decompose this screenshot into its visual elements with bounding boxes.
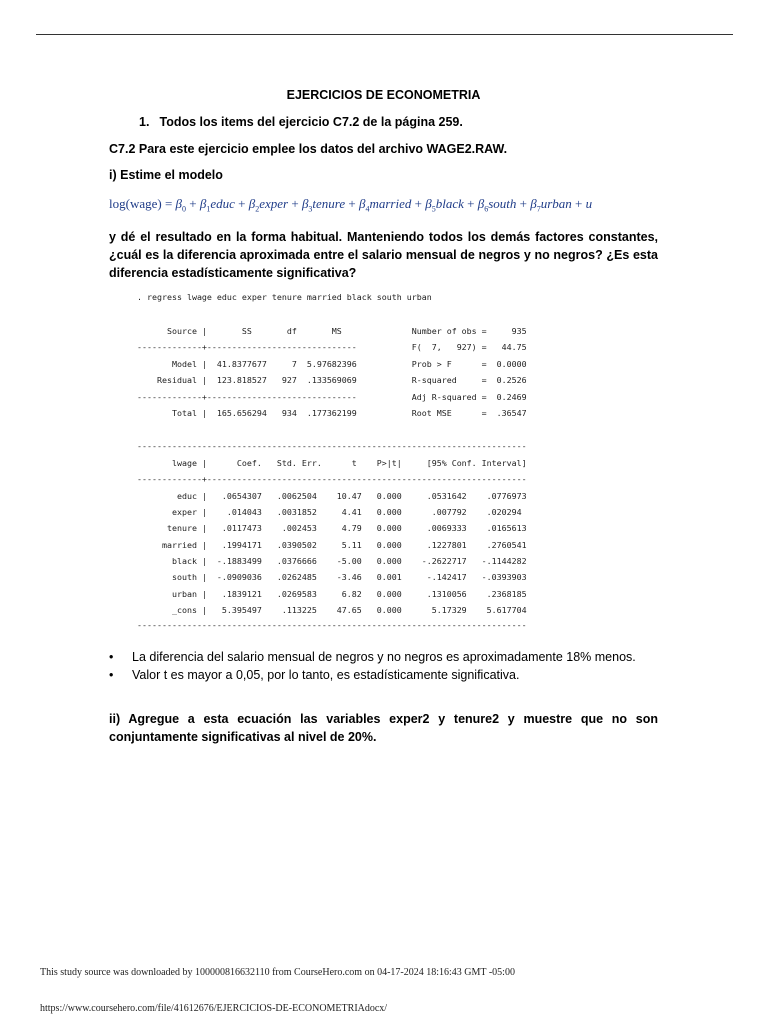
beta-symbol: β: [359, 196, 366, 211]
bullet-text: Valor t es mayor a 0,05, por lo tanto, es estadísticamente significativa.: [132, 668, 520, 682]
coef-table-top-rule: ------------------------------------------------------------------------------: [137, 441, 527, 451]
coef-row: urban | .1839121 .0269583 6.82 0.000 .1310056 .2368185: [137, 589, 527, 599]
beta-subscript: 0: [182, 204, 187, 214]
beta-subscript: 6: [484, 204, 489, 214]
item-1-number: 1.: [139, 115, 150, 129]
anova-residual-row: Residual | 123.818527 927 .133569069 R-squared = 0.2526: [137, 375, 527, 385]
coef-row: married | .1994171 .0390502 5.11 0.000 .1227801 .2760541: [137, 540, 527, 550]
beta-symbol: β: [199, 196, 207, 211]
plus-sign: +: [571, 196, 586, 211]
beta-subscript: 1: [206, 204, 211, 214]
beta-symbol: β: [175, 196, 183, 211]
equation-variable: married: [369, 196, 412, 211]
beta-subscript: 2: [255, 204, 260, 214]
plus-sign: +: [463, 196, 478, 211]
coef-row: educ | .0654307 .0062504 10.47 0.000 .0531642 .0776973: [137, 491, 527, 501]
equation-variable: urban: [540, 196, 572, 211]
plus-sign: +: [345, 196, 359, 211]
equation-variable: u: [585, 196, 593, 211]
beta-subscript: 4: [365, 204, 370, 214]
equation-variable: south: [488, 196, 517, 211]
part-i-heading: i) Estime el modelo: [109, 168, 223, 182]
anova-header: Source | SS df MS Number of obs = 935: [137, 326, 527, 336]
coef-row: black | -.1883499 .0376666 -5.00 0.000 -.2622717 -.1144282: [137, 556, 527, 566]
coef-table-separator: -------------+----------------------------------------------------------------: [137, 474, 527, 484]
exercise-heading: C7.2 Para este ejercicio emplee los datos del archivo WAGE2.RAW.: [109, 142, 508, 156]
coef-row: exper | .014043 .0031852 4.41 0.000 .007792 .020294: [137, 507, 522, 517]
beta-symbol: β: [530, 196, 537, 211]
anova-model-row: Model | 41.8377677 7 5.97682396 Prob > F = 0.0000: [137, 359, 527, 369]
bullet-icon: •: [109, 668, 114, 682]
anova-separator: -------------+------------------------------ F( 7, 927) = 44.75: [137, 342, 527, 352]
stata-regression-output: [137, 292, 637, 638]
plus-sign: +: [234, 196, 249, 211]
model-equation: [109, 196, 592, 214]
beta-subscript: 7: [536, 204, 541, 214]
answer-bullet-list: [109, 648, 669, 684]
plus-sign: +: [186, 196, 200, 211]
beta-symbol: β: [301, 196, 309, 211]
anova-separator-2: -------------+------------------------------ Adj R-squared = 0.2469: [137, 392, 527, 402]
bullet-icon: •: [109, 650, 114, 664]
beta-symbol: β: [248, 196, 256, 211]
equation-lhs: log(wage) =: [109, 196, 176, 211]
item-1: [139, 115, 463, 129]
download-notice: This study source was downloaded by 100000816632110 from CourseHero.com on 04-17-2024 18:16:43 GMT -05:00: [40, 967, 515, 978]
stata-command: . regress lwage educ exper tenure married black south urban: [137, 292, 432, 302]
beta-subscript: 3: [308, 204, 313, 214]
list-item: [109, 666, 669, 684]
equation-variable: exper: [259, 196, 289, 211]
plus-sign: +: [516, 196, 531, 211]
plus-sign: +: [288, 196, 302, 211]
list-item: [109, 648, 669, 666]
part-ii-question: ii) Agregue a esta ecuación las variables exper2 y tenure2 y muestre que no son conjuntamente significativas al nivel de 20%.: [109, 712, 658, 744]
equation-variable: tenure: [312, 196, 346, 211]
beta-subscript: 5: [431, 204, 436, 214]
item-1-text: Todos los items del ejercicio C7.2 de la página 259.: [159, 115, 463, 129]
coef-row: south | -.0909036 .0262485 -3.46 0.001 -.142417 -.0393903: [137, 572, 527, 582]
bullet-text: La diferencia del salario mensual de negros y no negros es aproximadamente 18% menos.: [132, 650, 636, 664]
equation-variable: educ: [210, 196, 235, 211]
document-title: EJERCICIOS DE ECONOMETRIA: [286, 88, 481, 102]
source-url-link[interactable]: https://www.coursehero.com/file/41612676/EJERCICIOS-DE-ECONOMETRIAdocx/: [40, 1003, 388, 1014]
coef-table-bottom-rule: ------------------------------------------------------------------------------: [137, 620, 527, 630]
equation-variable: black: [435, 196, 464, 211]
part-i-question: y dé el resultado en la forma habitual. Manteniendo todos los demás factores constantes, ¿cuál es la diferencia aproximada entre el salario mensual de negros y no negros? ¿Es esta diferencia estadísticamente significativa?: [109, 230, 658, 280]
beta-symbol: β: [425, 196, 432, 211]
coef-row: tenure | .0117473 .002453 4.79 0.000 .0069333 .0165613: [137, 523, 527, 533]
beta-symbol: β: [477, 196, 485, 211]
coef-table-header: lwage | Coef. Std. Err. t P>|t| [95% Conf. Interval]: [137, 458, 527, 468]
coef-row: _cons | 5.395497 .113225 47.65 0.000 5.17329 5.617704: [137, 605, 527, 615]
plus-sign: +: [411, 196, 426, 211]
anova-total-row: Total | 165.656294 934 .177362199 Root MSE = .36547: [137, 408, 527, 418]
equation-rhs: [175, 196, 593, 214]
top-rule: [36, 34, 733, 35]
